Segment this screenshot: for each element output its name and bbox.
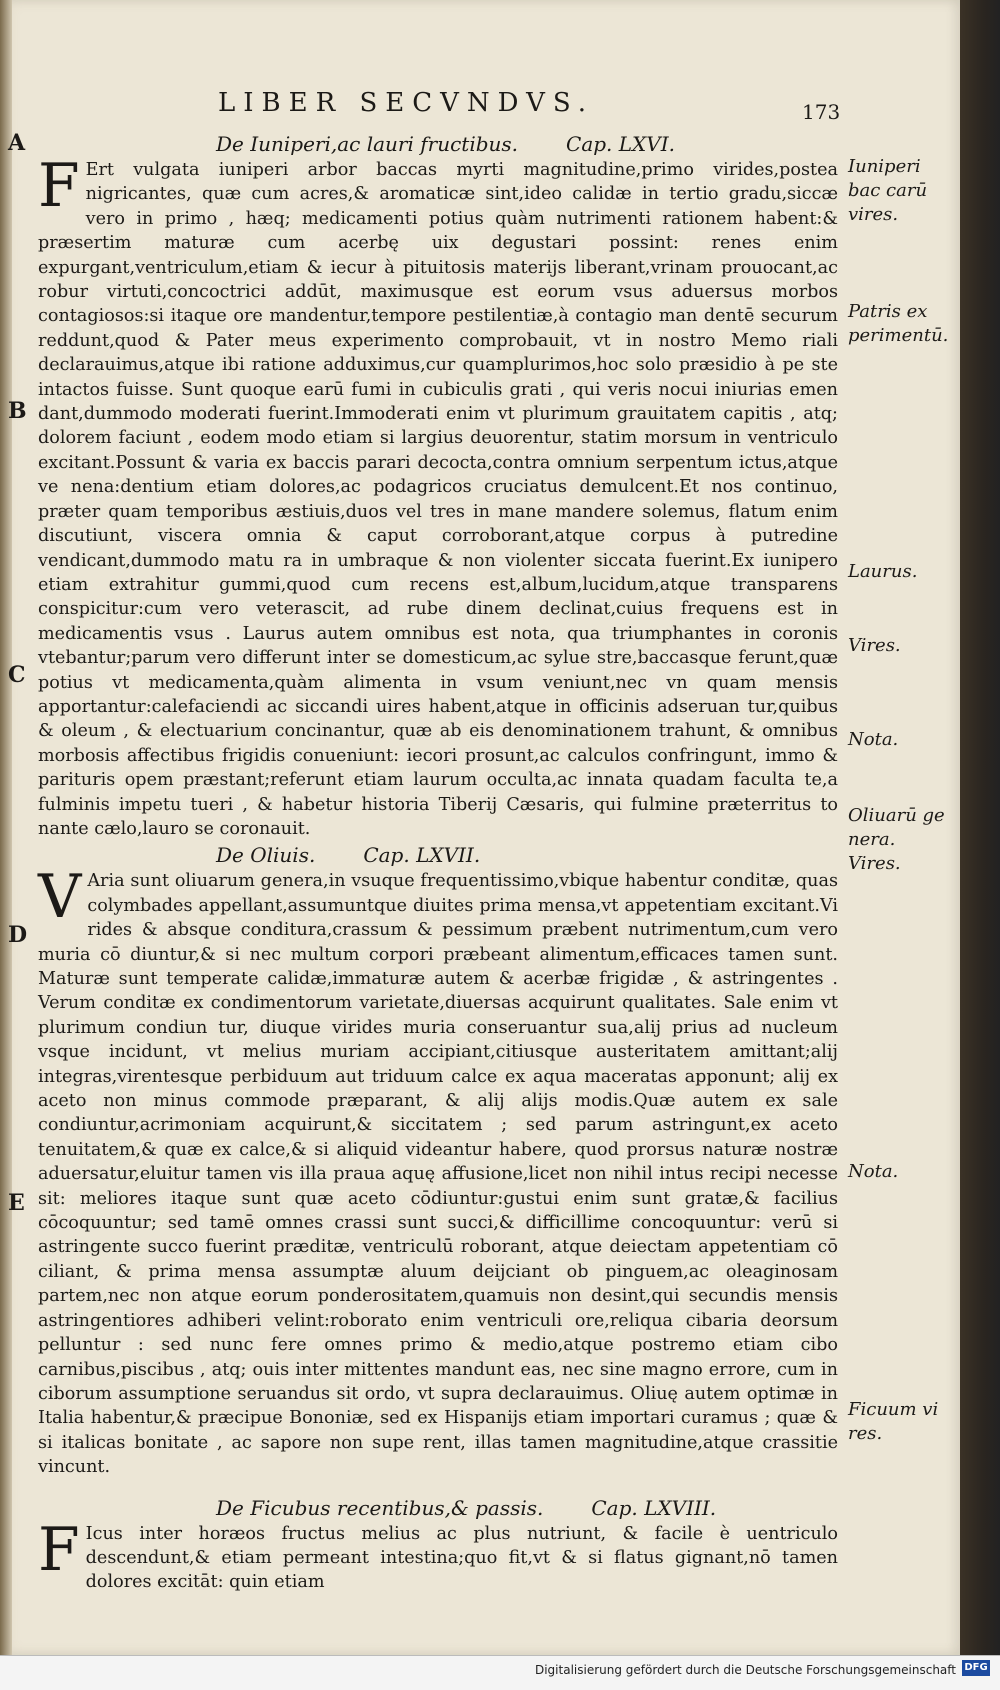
margin-note: Laurus. [848,561,918,582]
margin-note: Nota. [848,729,899,750]
section-letter-d: D [8,922,28,948]
paragraph-text: Icus inter horæos fructus melius ac plus nutriunt, & facile è uentriculo descendunt,& etiam permeant intestina;quo fit,vt & si flatus gignant,nō tamen dolores excitāt: quin etiam [85,1523,838,1593]
chapter-paragraph [38,862,838,1479]
chapter-number: Cap. LXVI. [566,132,675,156]
margin-note: Ficuum vi res. [848,1399,939,1444]
section-letter-c: C [8,662,26,688]
paragraph-text: Aria sunt oliuarum genera,in vsuque frequentissimo,vbique habentur conditæ, quas colymbades appellant,assumuntque diuites prima mensa,vt appetentiam excitant.Vi rides & absque conditura,crassum & pessimum præbent nutrimentum,cum vero muria cō diuntur,& si nec multum corpori præbeant alimentum,efficaces tamen sunt. Maturæ sunt temperate calidæ,immaturæ autem & acerbæ frigidæ , & astringentes . Verum conditæ ex condimentorum varietate,diuersas acquirunt qualitates. Sale enim vt plurimum condiun tur, diuque virides muria conseruantur sua,alij prius ad nucleum vsque incidunt, vt melius muriam accipiant,citiusque austeritatem amittant;alij integras,virentesque perbiduum aut triduum calce ex aqua maceratas apponunt; alij ex aceto non minus commode præparant, & alij alijs modis.Quæ autem ex sale condiuntur,acrimoniam acquirunt,& siccitatem ; sed parum astringunt,ex aceto tenuitatem,& quæ ex calce,& si aliquid videantur habere, quod prorsus naturæ nostræ aduersatur,eluitur tamen vis illa praua aquę affusione,licet non nihil intus recipi necesse sit: meliores itaque sunt quæ aceto cōdiuntur:gustui enim sunt gratæ,& facilius cōcoquuntur; sed tamē omnes crassi sunt succi,& difficillime concoquuntur: verū si astringente succo fuerint præditæ, ventriculū roborant, atque deiectam appetentiam cō ciliant, & prima mensa assumptæ aluum deijciant ob pinguem,ac oleaginosam partem,nec non atque eorum ponderositatem,quamuis non desint,qui secundis mensis astringentiores adhiberi velint:roborato enim ventriculi ore,reliqua cibaria deorsum pelluntur : sed nunc fere omnes primo & medio,atque postremo etiam cibo carnibus,piscibus , atq; ouis inter mittentes mandunt eas, nec sine magno errore, cum in ciborum assumptione seruandus sit ordo, vt supra declarauimus. Oliuę autem optimæ in Italia habentur,& præcipue Bononiæ, sed ex Hispanijs etiam importari curamus ; quæ & si italicas bonitate , ac sapore non supe rent, illas tamen magnitudine,atque crassitie vincunt. [38,871,838,1478]
margin-note: Nota. [848,1161,899,1182]
chapter-heading [38,841,838,869]
section-letter-a: A [8,130,26,156]
drop-initial: V [38,862,82,933]
dfg-logo: DFG [962,1660,990,1676]
running-head: LIBER SECVNDVS. [218,88,594,118]
paragraph-text: Ert vulgata iuniperi arbor baccas myrti magnitudine,primo virides,postea nigricantes, quæ cum acres,& aromaticæ sint,ideo calidæ in tertio gradu,siccæ vero in primo , hæq; medicamenti potius quàm nutrimenti rationem habent:& præsertim maturæ cum acerbę uix degustari possint: renes enim expurgant,ventriculum,etiam & iecur à pituitosis materijs liberant,vrinam prouocant,ac robur virtuti,concoctrici addūt, maximusque est eorum vsus aduersus morbos contagiosos:si itaque ore mandentur,tempore pestilentiæ,à contagio man dentē securum reddunt,quod & Pater meus experimento comprobauit, vt in nostro Memo riali declarauimus,atque ibi ratione adduximus,cur quamplurimos,hoc solo præsidio à pe ste intactos fuisse. Sunt quoque earū fumi in cubiculis grati , qui veris nocui iniurias emen dant,dummodo moderati fuerint.Immoderati enim vt plurimum grauitatem capitis , atq; dolorem faciunt , eodem modo etiam si largius deuorentur, statim morsum in ventriculo excitant.Possunt & varia ex baccis parari decocta,contra omnium serpentum ictus,atque ve nena:dentium etiam dolores,ac podagricos cruciatus demulcent.Et nos continuo, præter quam temporibus æstiuis,duos vel tres in mane mandere solemus, flatum enim discutiunt, viscera omnia & caput corroborant,atque corpus à putredine vendicant,dummodo matu ra in umbraque & non violenter siccata fuerint.Ex iunipero etiam extrahitur gummi,quod cum recens est,album,lucidum,atque transparens conspicitur:cum vero veterascit, ad rube dinem declinat,cuius frequens est in medicamentis vsus . Laurus autem omnibus est nota, qua triumphantes in coronis vtebantur;parum vero differunt inter se domesticum,ac sylue stre,baccasque ferunt,quæ potius vt medicamenta,quàm alimenta in vsum veniunt,nec vn quam mensis apportantur:calefaciendi ac siccandi uires habent,atque in officinis adseruan tur,quibus & oleum , & electuarium concinantur, quæ ab eis denominationem trahunt, & omnibus morbosis affectibus frigidis conueniunt: iecori prosunt,ac calculos confringunt, immo & parituris opem præstant;referunt etiam laurum occulta,ac innata quadam faculta te,a fulminis impetu tueri , & habetur historia Tiberij Cæsaris, qui fulmine præterritus to nante cælo,lauro se coronauit. [38,160,838,839]
page-edge [960,0,1000,1655]
funding-notice: Digitalisierung gefördert durch die Deutsche Forschungsgemeinschaft [534,1663,956,1677]
chapter-title: De Iuniperi,ac lauri fructibus. [216,132,519,156]
main-text [38,130,838,1595]
margin-note: Vires. [848,635,901,656]
drop-initial: F [38,151,80,221]
section-letter-b: B [8,398,27,424]
margin-note: Patris ex perimentū. [848,301,949,346]
chapter-number: Cap. LXVII. [363,843,481,868]
margin-note: Oliuarū ge nera. [848,805,945,850]
chapter-heading [38,1494,838,1522]
drop-initial: F [38,1514,80,1585]
page-number: 173 [802,100,841,124]
section-gap [38,1480,838,1494]
chapter-title: De Oliuis. [216,843,316,868]
section-letter-e: E [8,1190,25,1216]
chapter-paragraph [38,1514,838,1595]
chapter-number: Cap. LXVIII. [591,1495,717,1520]
chapter-title: De Ficubus recentibus,& passis. [216,1495,544,1520]
margin-note: Iuniperi bac carū vires. [848,156,928,225]
margin-note: Vires. [848,853,901,874]
chapter-paragraph [38,151,838,841]
chapter-heading [38,130,838,158]
page-gutter [0,0,12,1655]
